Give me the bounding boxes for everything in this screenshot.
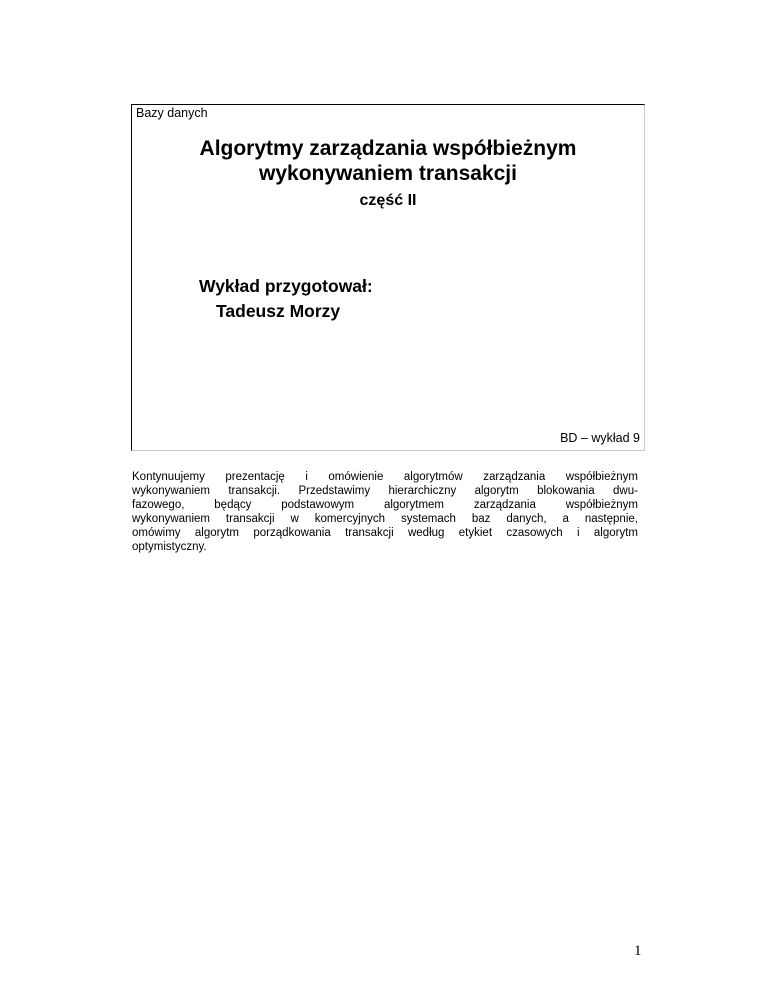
notes-text: optymistyczny. — [132, 541, 207, 553]
notes-word: a — [562, 513, 569, 525]
notes-word: danych, — [506, 513, 547, 525]
notes-word: wykonywaniem — [132, 513, 210, 525]
notes-word: dwu- — [613, 485, 638, 497]
notes-word: współbieżnym — [565, 499, 638, 511]
notes-word: transakcji — [225, 513, 275, 525]
author-label: Wykład przygotował: — [199, 276, 373, 296]
notes-word: baz — [471, 513, 491, 525]
notes-word: porządkowania — [253, 527, 331, 539]
notes-word: algorytm — [593, 527, 638, 539]
slide-title: Algorytmy zarządzania współbieżnym — [199, 137, 577, 160]
notes-line — [132, 526, 638, 540]
notes-line — [132, 498, 638, 512]
notes-word: hierarchiczny — [388, 485, 457, 497]
notes-word: etykiet — [458, 527, 493, 539]
notes-word: w — [290, 513, 299, 525]
notes-word: według — [407, 527, 445, 539]
notes-word: prezentację — [225, 471, 285, 483]
notes-line — [132, 484, 638, 498]
slide-frame — [131, 104, 645, 451]
slide-header: Bazy danych — [136, 106, 208, 120]
notes-word: systemach — [400, 513, 456, 525]
notes-line — [132, 512, 638, 526]
notes-word: algorytm — [474, 485, 519, 497]
lecture-notes — [132, 470, 638, 554]
notes-line — [132, 540, 638, 554]
notes-word: czasowych — [506, 527, 563, 539]
notes-word: będący — [214, 499, 252, 511]
notes-word: i — [305, 471, 308, 483]
page-number: 1 — [634, 943, 642, 959]
notes-word: zarządzania — [473, 499, 536, 511]
notes-word: wykonywaniem — [132, 485, 210, 497]
notes-word: komercyjnych — [314, 513, 385, 525]
notes-word: współbieżnym — [565, 471, 638, 483]
slide-footer: BD – wykład 9 — [560, 431, 640, 445]
notes-word: podstawowym — [281, 499, 355, 511]
notes-word: omówimy — [132, 527, 181, 539]
notes-word: algorytmem — [383, 499, 445, 511]
notes-word: omówienie — [328, 471, 384, 483]
notes-word: i — [576, 527, 580, 539]
notes-word: Kontynuujemy — [132, 471, 205, 483]
slide-subtitle: część II — [359, 192, 417, 209]
notes-word: zarządzania — [483, 471, 546, 483]
notes-word: następnie, — [584, 513, 638, 525]
notes-word: algorytmów — [403, 471, 463, 483]
notes-word: algorytm — [194, 527, 240, 539]
notes-word: blokowania — [537, 485, 595, 497]
notes-word: Przedstawimy — [298, 485, 371, 497]
notes-word: transakcji. — [228, 485, 281, 497]
notes-word: fazowego, — [132, 499, 185, 511]
notes-word: transakcji — [345, 527, 394, 539]
author-name: Tadeusz Morzy — [216, 301, 341, 321]
slide-title-continued: wykonywaniem transakcji — [259, 162, 517, 185]
notes-line — [132, 470, 638, 484]
